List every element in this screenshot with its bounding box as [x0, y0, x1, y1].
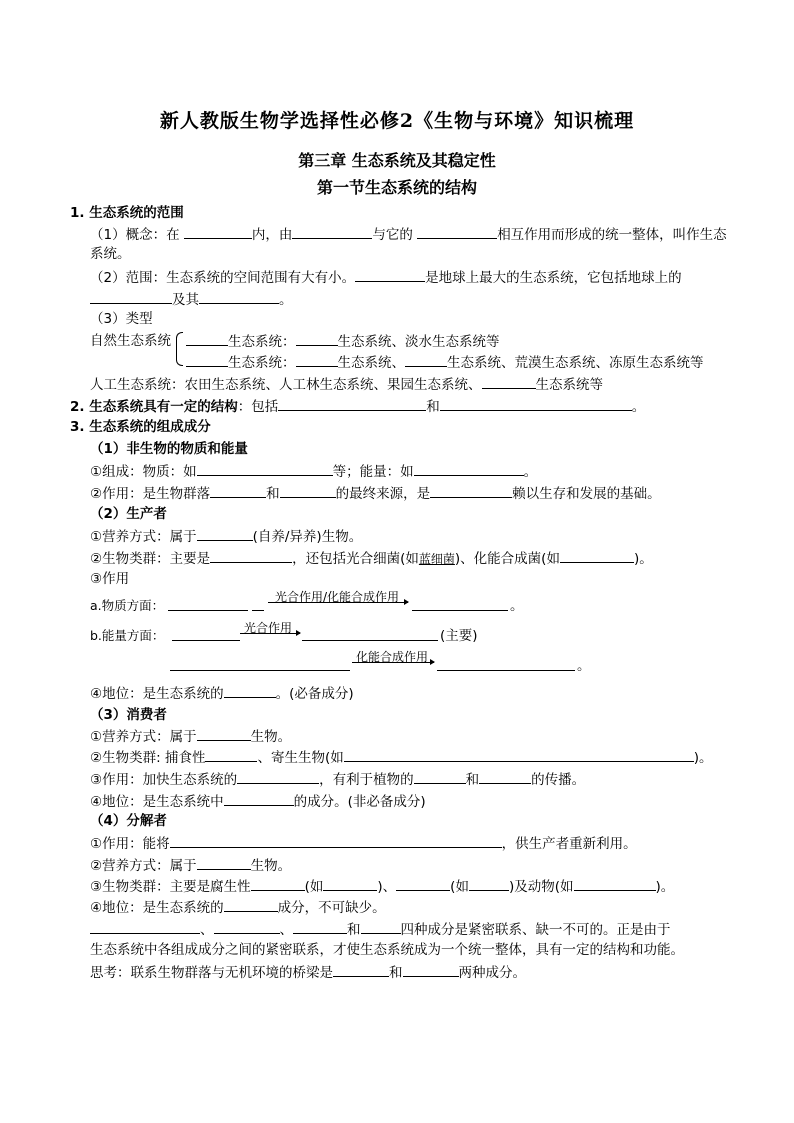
text: 生物。	[250, 729, 292, 745]
text: （2）范围：生态系统的空间范围有大有小。	[90, 270, 356, 286]
blank	[437, 657, 575, 671]
text: 的最终来源，是	[335, 486, 431, 502]
blank	[403, 963, 459, 977]
blank	[186, 332, 228, 346]
text: ③作用：加快生态系统的	[90, 772, 238, 788]
decomposer-function	[90, 834, 637, 853]
blank	[482, 375, 536, 389]
blank	[280, 484, 336, 498]
arrow-label: 光合作用/化能合成作用	[275, 590, 400, 604]
consumer-function	[90, 770, 585, 789]
text: 生态系统、荒漠生态系统、冻原生态系统等	[447, 355, 704, 371]
blank	[210, 549, 292, 563]
text: )及动物(如	[508, 879, 574, 895]
producer-role-label: ③作用	[90, 571, 130, 587]
text: 等；能量：如	[332, 464, 414, 480]
blank	[296, 332, 338, 346]
text: (主要)	[440, 628, 478, 644]
blank	[197, 856, 251, 870]
text: ②生物类群：主要是	[90, 551, 211, 567]
nonbiotic-composition	[90, 462, 537, 481]
text: 的传播。	[531, 772, 586, 788]
blank	[405, 353, 447, 367]
blank	[292, 225, 372, 239]
blank	[170, 834, 502, 848]
text: 蓝细菌	[418, 552, 455, 566]
blank	[90, 920, 200, 934]
nonbiotic-function	[90, 484, 661, 503]
blank	[560, 549, 634, 563]
blank	[323, 877, 377, 891]
blank	[469, 877, 509, 891]
text: ：包括	[237, 399, 279, 415]
text: 和	[426, 399, 440, 415]
blank	[197, 462, 333, 476]
text: 思考：联系生物群落与无机环境的桥梁是	[90, 965, 333, 981]
text: ②作用：是生物群落	[90, 486, 211, 502]
blank	[199, 290, 279, 304]
text: 与它的	[372, 227, 413, 243]
blank	[224, 792, 294, 806]
structure-line	[70, 397, 645, 416]
arrow-icon	[240, 633, 300, 634]
blank	[237, 770, 319, 784]
producer-groups	[90, 549, 653, 568]
text: 的成分。(非必备成分)	[293, 794, 426, 810]
blank	[197, 527, 253, 541]
heading-consumer: （3）消费者	[90, 707, 167, 723]
blank	[333, 963, 389, 977]
text: ④地位：是生态系统的	[90, 686, 224, 702]
blank	[296, 353, 338, 367]
arrow-icon	[268, 602, 408, 603]
range-line-2	[90, 290, 293, 309]
blank	[479, 770, 531, 784]
text: 和	[389, 965, 403, 981]
blank	[414, 770, 466, 784]
summary-line-2: 生态系统中各组成成分之间的紧密联系，才使生态系统成为一个统一整体，具有一定的结构和功能。	[90, 942, 684, 958]
arrow-label: 光合作用	[244, 621, 293, 635]
text: ②营养方式：属于	[90, 858, 197, 874]
blank	[184, 225, 252, 239]
blank	[414, 462, 524, 476]
text: 生态系统：	[228, 334, 296, 350]
producer-status	[90, 684, 354, 703]
blank	[197, 727, 251, 741]
text: 和	[347, 922, 361, 938]
text: ①作用：能将	[90, 836, 170, 852]
text: (如	[450, 879, 469, 895]
text: （1）概念：在	[90, 227, 180, 243]
text: ①组成：物质：如	[90, 464, 197, 480]
text: 。	[523, 464, 538, 480]
text: ④地位：是生态系统中	[90, 794, 224, 810]
blank	[355, 268, 425, 282]
text: 生态系统、淡水生态系统等	[337, 334, 500, 350]
text: )。	[633, 551, 653, 567]
decomposer-status	[90, 898, 386, 917]
heading-scope: 1. 生态系统的范围	[70, 205, 184, 221]
concept-line	[90, 225, 727, 244]
text: 人工生态系统：农田生态系统、人工林生态系统、果园生态系统、	[90, 377, 482, 393]
text: ①营养方式：属于	[90, 729, 197, 745]
text: )、	[377, 879, 397, 895]
text: 生态系统等	[535, 377, 603, 393]
text: (自养/异养)生物。	[252, 529, 363, 545]
text: 和	[266, 486, 280, 502]
producer-nutrition	[90, 527, 362, 546]
blank	[430, 484, 512, 498]
text: 成分，不可缺少。	[277, 900, 386, 916]
blank	[172, 627, 240, 641]
text: (如	[304, 879, 324, 895]
natural-type-2	[186, 353, 704, 372]
blank	[302, 627, 438, 641]
blank	[361, 920, 401, 934]
heading-nonbiotic: （1）非生物的物质和能量	[90, 441, 248, 457]
text: )。	[655, 879, 675, 895]
text: 。	[510, 598, 524, 614]
blank	[90, 290, 172, 304]
natural-ecosystem-label: 自然生态系统	[90, 333, 171, 349]
blank	[412, 597, 508, 611]
text: ③生物类群：主要是腐生性	[90, 879, 251, 895]
heading-producer: （2）生产者	[90, 506, 167, 522]
blank	[344, 748, 694, 762]
blank	[252, 597, 264, 611]
blank	[293, 920, 347, 934]
blank	[574, 877, 656, 891]
text: 。	[631, 399, 646, 415]
text: ，供生产者重新利用。	[501, 836, 637, 852]
blank	[278, 397, 426, 411]
arrow-label: 化能合成作用	[356, 650, 429, 664]
blank	[170, 657, 350, 671]
text: 是地球上最大的生态系统，它包括地球上的	[425, 270, 682, 286]
text: ，有利于植物的	[319, 772, 414, 788]
text: 。	[279, 292, 293, 308]
text: 生态系统：	[228, 355, 296, 371]
consumer-status	[90, 792, 426, 811]
text: 赖以生存和发展的基础。	[512, 486, 661, 502]
text: 四种成分是紧密联系、缺一不可的。正是由于	[400, 922, 671, 938]
text: 相互作用而形成的统一整体，叫作生态	[497, 227, 727, 243]
blank	[224, 684, 276, 698]
text: 、寄生生物(如	[257, 750, 344, 766]
document-title: 新人教版生物学选择性必修2《生物与环境》知识梳理	[159, 110, 635, 132]
text: 、	[200, 922, 214, 938]
text: 内，由	[251, 227, 293, 243]
heading-components: 3. 生态系统的组成成分	[70, 419, 211, 435]
blank	[186, 353, 228, 367]
blank	[440, 397, 632, 411]
heading-decomposer: （4）分解者	[90, 813, 167, 829]
text: 生态系统、	[337, 355, 405, 371]
summary-line	[90, 920, 671, 939]
material-label: a.物质方面：	[90, 598, 165, 613]
blank	[224, 898, 278, 912]
energy-label: b.能量方面：	[90, 628, 165, 643]
text: ①营养方式：属于	[90, 529, 197, 545]
think-line	[90, 963, 526, 982]
types-label: （3）类型	[90, 311, 153, 327]
brace	[176, 332, 183, 366]
text: 、	[279, 922, 293, 938]
heading-structure: 2. 生态系统具有一定的结构	[70, 399, 238, 415]
natural-type-1	[186, 332, 500, 351]
text: ④地位：是生态系统的	[90, 900, 224, 916]
text: )、化能合成菌(如	[454, 551, 560, 567]
text: ，还包括光合细菌(如	[292, 551, 419, 567]
consumer-nutrition	[90, 727, 291, 746]
blank	[214, 920, 280, 934]
consumer-groups	[90, 748, 713, 767]
arrow-icon	[352, 662, 434, 663]
text: 和	[465, 772, 480, 788]
range-line	[90, 268, 682, 287]
blank	[396, 877, 450, 891]
decomposer-nutrition	[90, 856, 291, 875]
text: 及其	[172, 292, 199, 308]
text: 两种成分。	[458, 965, 526, 981]
section-title: 第一节生态系统的结构	[316, 178, 477, 197]
blank	[251, 877, 305, 891]
text: 。	[577, 658, 591, 674]
blank	[417, 225, 497, 239]
decomposer-groups	[90, 877, 674, 896]
blank	[205, 748, 257, 762]
artificial-line	[90, 375, 603, 394]
text: 。(必备成分)	[275, 686, 354, 702]
text: )。	[693, 750, 713, 766]
chapter-title: 第三章 生态系统及其稳定性	[298, 151, 496, 170]
blank	[168, 597, 248, 611]
blank	[210, 484, 266, 498]
concept-line-end: 系统。	[90, 246, 131, 262]
text: 生物。	[250, 858, 292, 874]
text: ②生物类群: 捕食性	[90, 750, 206, 766]
